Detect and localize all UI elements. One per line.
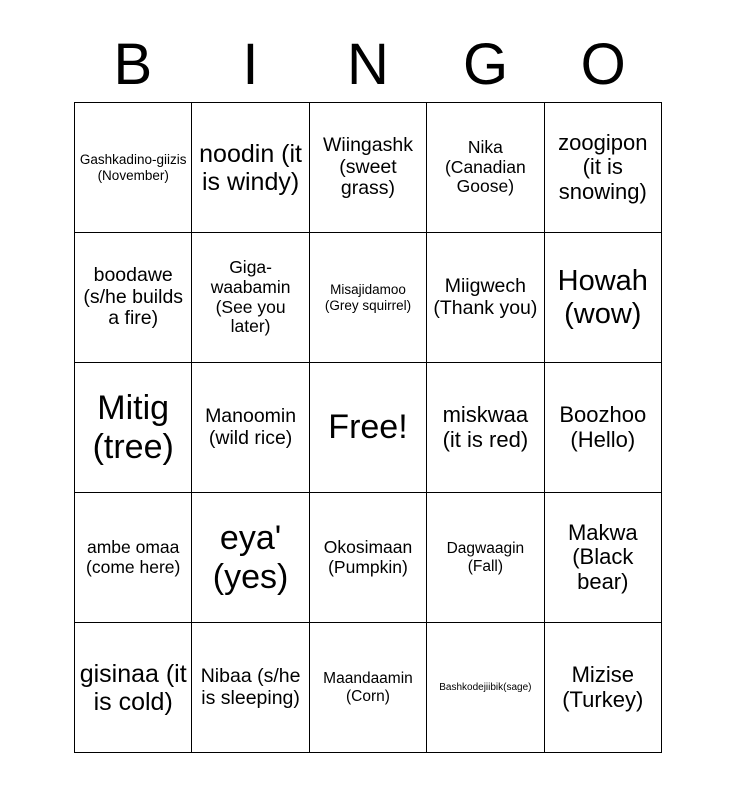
header-letter-o: O (580, 32, 626, 97)
bingo-cell-label: noodin (it is windy) (199, 139, 303, 196)
bingo-cell[interactable] (309, 493, 426, 623)
bingo-cell[interactable] (427, 623, 544, 753)
bingo-cell-free[interactable] (309, 363, 426, 493)
bingo-cell-label: Wiingashk (sweet grass) (323, 133, 413, 200)
bingo-cell[interactable] (192, 103, 309, 233)
bingo-cell-label: Misajidamoo (Grey squirrel) (324, 282, 412, 313)
bingo-cell-label: Mitig (tree) (92, 389, 174, 466)
bingo-cell-label: Bashkodejiibik(sage) (439, 681, 532, 693)
bingo-cell[interactable] (544, 233, 661, 363)
header-letter-g: G (463, 32, 509, 97)
bingo-cell[interactable] (309, 233, 426, 363)
bingo-row (75, 493, 662, 623)
bingo-cell-label: Howah (wow) (557, 265, 648, 330)
bingo-grid (74, 102, 662, 753)
bingo-row (75, 363, 662, 493)
bingo-cell-label: Gashkadino-giizis (November) (79, 152, 187, 183)
bingo-cell[interactable] (427, 363, 544, 493)
bingo-cell-label: Mizise (Turkey) (562, 661, 644, 712)
header-letter-i: I (242, 32, 259, 97)
bingo-cell[interactable] (544, 363, 661, 493)
bingo-cell[interactable] (75, 103, 192, 233)
bingo-cell-label: Manoomin (wild rice) (205, 404, 297, 449)
bingo-cell[interactable] (192, 623, 309, 753)
bingo-cell-label: boodawe (s/he builds a fire) (83, 263, 184, 330)
bingo-cell[interactable] (192, 233, 309, 363)
bingo-cell-label: Giga-waabamin (See you later) (210, 257, 291, 337)
bingo-cell[interactable] (192, 493, 309, 623)
bingo-cell[interactable] (427, 103, 544, 233)
bingo-cell[interactable] (309, 623, 426, 753)
bingo-cell-label: miskwaa (it is red) (442, 401, 529, 452)
bingo-cell-label: gisinaa (it is cold) (79, 659, 187, 716)
bingo-row (75, 623, 662, 753)
bingo-cell-label: zoogipon (it is snowing) (558, 129, 648, 204)
bingo-row (75, 233, 662, 363)
bingo-cell[interactable] (309, 103, 426, 233)
bingo-cell-label: Free! (328, 408, 408, 447)
bingo-cell[interactable] (75, 623, 192, 753)
bingo-cell[interactable] (544, 493, 661, 623)
bingo-cell[interactable] (75, 233, 192, 363)
bingo-cell-label: Makwa (Black bear) (567, 519, 638, 594)
bingo-cell-label: Okosimaan (Pumpkin) (323, 536, 413, 577)
bingo-header (74, 0, 662, 96)
header-letter-b: B (113, 32, 153, 97)
bingo-cell-label: ambe omaa (come here) (86, 536, 181, 577)
bingo-cell[interactable] (544, 623, 661, 753)
bingo-cell-label: Dagwaagin (Fall) (446, 540, 525, 575)
bingo-cell-label: eya' (yes) (212, 519, 289, 596)
bingo-cell-label: Boozhoo (Hello) (559, 401, 647, 452)
bingo-row (75, 103, 662, 233)
bingo-cell[interactable] (427, 233, 544, 363)
header-letter-n: N (347, 32, 389, 97)
bingo-cell[interactable] (75, 363, 192, 493)
bingo-cell-label: Nika (Canadian Goose) (444, 137, 526, 197)
bingo-cell-label: Miigwech (Thank you) (433, 274, 538, 319)
bingo-cell-label: Maandaamin (Corn) (323, 670, 413, 705)
bingo-cell[interactable] (192, 363, 309, 493)
bingo-cell-label: Nibaa (s/he is sleeping) (200, 664, 301, 709)
bingo-cell[interactable] (544, 103, 661, 233)
bingo-cell[interactable] (427, 493, 544, 623)
bingo-cell[interactable] (75, 493, 192, 623)
